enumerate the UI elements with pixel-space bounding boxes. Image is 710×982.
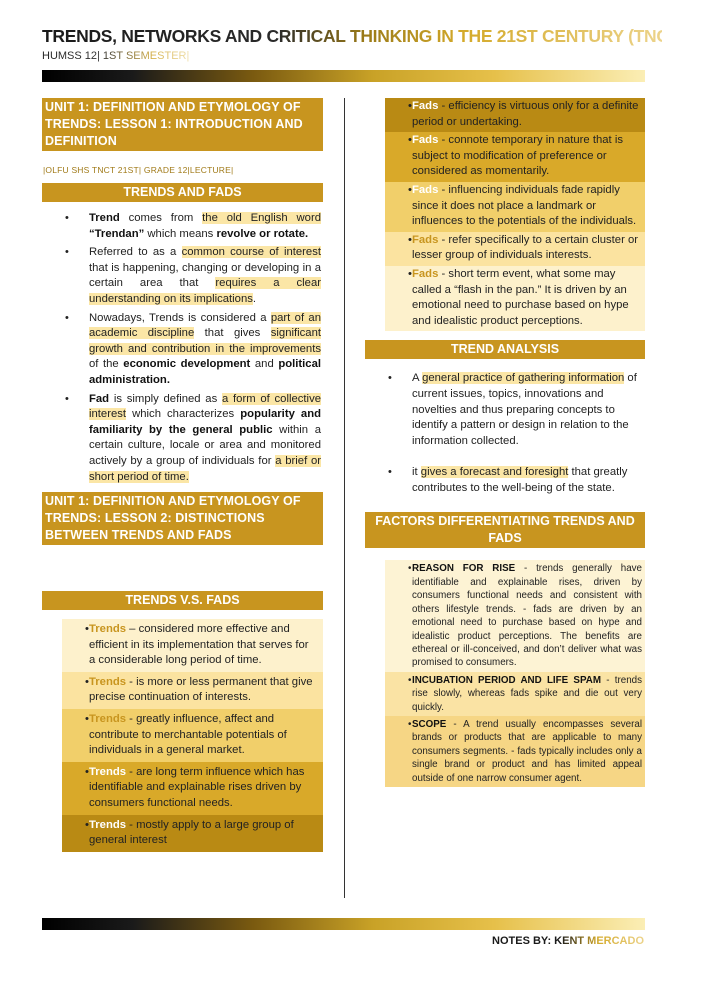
fads-list <box>385 98 645 331</box>
list-item: • Referred to as a common course of interest that is happening, changing or developing in a certain area that requires a clear understanding on its implications. <box>42 245 323 307</box>
list-item: • it gives a forecast and foresight that greatly contributes to the well-being of the state. <box>365 465 645 496</box>
footer-credit: NOTES BY: KENT MERCADO <box>492 935 644 947</box>
list-item: • Fads - influencing individuals fade rapidly since it does not place a landmark or influences to the potentials of the individuals. <box>385 182 645 232</box>
list-item: • Fads - short term event, what some may called a “flash in the pan.” It is driven by an emotional need to purchase based on hype and idealistic product perceptions. <box>385 266 645 331</box>
trend-analysis-heading: TREND ANALYSIS <box>365 340 645 359</box>
list-item: • Fads - refer specifically to a certain cluster or lesser group of individuals interests. <box>385 232 645 266</box>
list-item: • Trends - are long term influence which has identifiable and explainable rises driven by consumers functional needs. <box>62 762 323 815</box>
list-item: • Fads - connote temporary in nature that is subject to modification of preference or considered as momentarily. <box>385 132 645 182</box>
factors-list <box>385 560 645 787</box>
column-divider <box>344 98 345 898</box>
header-gradient-bar <box>42 70 645 82</box>
trends-vs-fads-list <box>62 619 323 852</box>
footer-gradient-bar <box>42 918 645 930</box>
document-subtitle: HUMSS 12| 1ST SEMESTER| <box>42 50 190 62</box>
course-meta: |OLFU SHS TNCT 21ST| GRADE 12|LECTURE| <box>43 165 234 175</box>
list-item: • REASON FOR RISE - trends generally have identifiable and explainable rises, driven by consumers functional needs and consistent with others lifestyle trends. - fads are driven by an emotional need to purchase based on hype and idealistic product perceptions. The benefits are ethereal or ill-conceived, and don’t deliver what was promised to consumers. <box>385 560 645 671</box>
trends-vs-fads-heading: TRENDS V.S. FADS <box>42 591 323 610</box>
lesson1-heading: UNIT 1: DEFINITION AND ETYMOLOGY OF TRENDS: LESSON 1: INTRODUCTION AND DEFINITION <box>42 98 323 151</box>
list-item: • Trends - greatly influence, affect and contribute to merchantable potentials of individuals in a general market. <box>62 709 323 762</box>
list-item: • INCUBATION PERIOD AND LIFE SPAM - trends rise slowly, whereas fads spike and die out very quickly. <box>385 672 645 716</box>
list-item: • A general practice of gathering information of current issues, topics, innovations and novelties and thus preparing concepts to identify a pattern or design in relation to the information collected. <box>365 371 645 449</box>
list-item: • Fad is simply defined as a form of collective interest which characterizes popularity and familiarity by the general public within a certain culture, locale or area and monitored actively by a group of individuals for a brief or short period of time. <box>42 392 323 486</box>
list-item: • Trends - mostly apply to a large group of general interest <box>62 815 323 852</box>
trend-analysis-list <box>365 371 645 496</box>
trends-and-fads-heading: TRENDS AND FADS <box>42 183 323 202</box>
right-column <box>365 98 645 787</box>
list-item: • Trends – considered more effective and efficient in its implementation that serves for a considerable long period of time. <box>62 619 323 672</box>
document-title: TRENDS, NETWORKS AND CRITICAL THINKING IN THE 21ST CENTURY (TNCT) <box>42 26 685 46</box>
list-item: • Trends - is more or less permanent that give precise continuation of interests. <box>62 672 323 709</box>
lesson2-heading: UNIT 1: DEFINITION AND ETYMOLOGY OF TRENDS: LESSON 2: DISTINCTIONS BETWEEN TRENDS AND FADS <box>42 492 323 545</box>
list-item: • SCOPE - A trend usually encompasses several brands or products that are applicable to many consumers segments. - fads typically includes only a single brand or product and has limited appeal outside of one narrow consumer agent. <box>385 716 645 787</box>
factors-heading: FACTORS DIFFERENTIATING TRENDS AND FADS <box>365 512 645 548</box>
trends-fads-list <box>42 211 323 485</box>
left-column <box>42 98 323 852</box>
list-item: • Fads - efficiency is virtuous only for a definite period or undertaking. <box>385 98 645 132</box>
list-item: • Trend comes from the old English word “Trendan” which means revolve or rotate. <box>42 211 323 242</box>
list-item: • Nowadays, Trends is considered a part of an academic discipline that gives significant growth and contribution in the improvements of the economic development and political administration. <box>42 311 323 389</box>
